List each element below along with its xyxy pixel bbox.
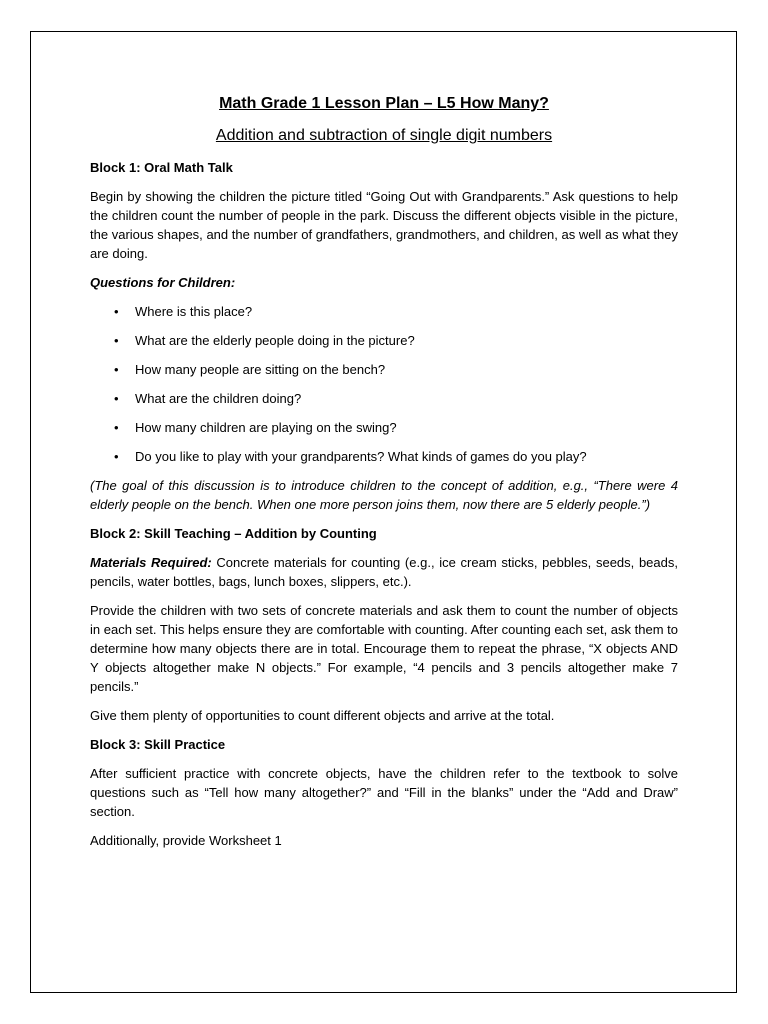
- discussion-note: (The goal of this discussion is to introduce children to the concept of addition, e.g., “There were 4 elderly people on the bench. When one more person joins them, now there are 5 elderly people.”): [90, 478, 678, 512]
- block2-paragraph-2: Give them plenty of opportunities to count different objects and arrive at the total.: [90, 708, 555, 723]
- bullet-icon: •: [114, 449, 119, 464]
- question-text: Do you like to play with your grandparents? What kinds of games do you play?: [135, 449, 587, 464]
- question-text: Where is this place?: [135, 304, 253, 319]
- block2-paragraph-1: Provide the children with two sets of concrete materials and ask them to count the number of objects in each set. This helps ensure they are comfortable with counting. After counting each set, ask them to determine how many objects there are in total. Encourage them to repeat the phrase, “X objects AND Y objects altogether make N objects.” For example, “4 pencils and 3 pencils altogether make 7 pencils.”: [90, 603, 678, 694]
- bullet-icon: •: [114, 362, 119, 377]
- materials-text: Concrete materials for counting (e.g., ice cream sticks, pebbles, seeds, beads, pencils, water bottles, bags, lunch boxes, slippers, etc.).: [90, 555, 678, 589]
- page-subtitle: Addition and subtraction of single digit numbers: [215, 127, 553, 144]
- block1-heading: Block 1: Oral Math Talk: [90, 160, 233, 175]
- question-text: What are the children doing?: [135, 391, 302, 406]
- bullet-icon: •: [114, 420, 119, 435]
- list-item: [90, 447, 678, 466]
- list-item: [90, 302, 678, 321]
- bullet-icon: •: [114, 333, 119, 348]
- document-body: [90, 93, 678, 860]
- list-item: [90, 360, 678, 379]
- questions-list: [90, 302, 678, 466]
- block3-paragraph-1: After sufficient practice with concrete objects, have the children refer to the textbook to solve questions such as “Tell how many altogether?” and “Fill in the blanks” under the “Add and Draw” section.: [90, 766, 678, 819]
- question-text: How many children are playing on the swing?: [135, 420, 397, 435]
- bullet-icon: •: [114, 391, 119, 406]
- list-item: [90, 331, 678, 350]
- block3-heading: Block 3: Skill Practice: [90, 737, 226, 752]
- block1-intro: Begin by showing the children the picture titled “Going Out with Grandparents.” Ask questions to help the children count the number of people in the park. Discuss the different objects visible in the picture, the various shapes, and the number of grandfathers, grandmothers, and children, as well as what they are doing.: [90, 189, 678, 261]
- list-item: [90, 418, 678, 437]
- question-text: How many people are sitting on the bench?: [135, 362, 386, 377]
- questions-heading: Questions for Children:: [90, 275, 236, 290]
- list-item: [90, 389, 678, 408]
- block2-heading: Block 2: Skill Teaching – Addition by Counting: [90, 526, 377, 541]
- materials-paragraph: [90, 553, 678, 591]
- question-text: What are the elderly people doing in the picture?: [135, 333, 415, 348]
- page-title: Math Grade 1 Lesson Plan – L5 How Many?: [219, 95, 549, 112]
- materials-label: Materials Required:: [90, 555, 212, 570]
- block3-paragraph-2: Additionally, provide Worksheet 1: [90, 833, 282, 848]
- bullet-icon: •: [114, 304, 119, 319]
